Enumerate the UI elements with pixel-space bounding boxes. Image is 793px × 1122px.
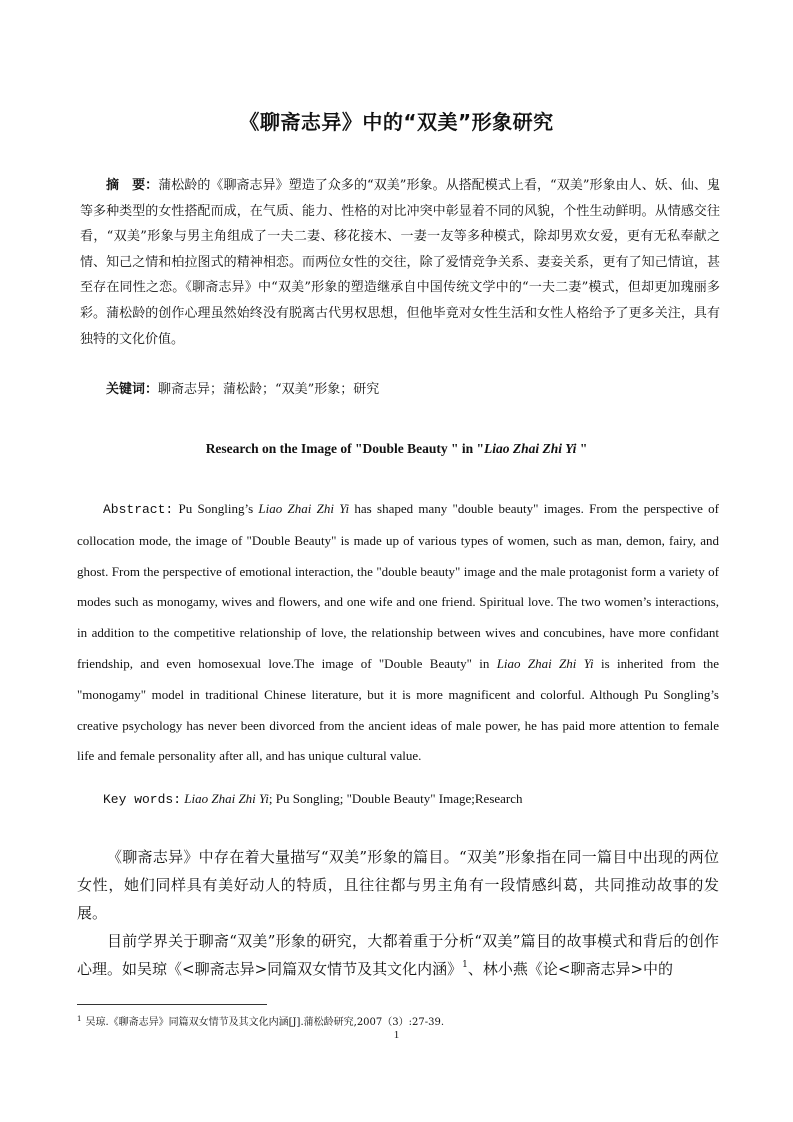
english-keywords-text: ; Pu Songling; "Double Beauty" Image;Research	[268, 791, 523, 806]
english-title	[0, 441, 793, 457]
chinese-abstract-text: 蒲松龄的《聊斋志异》塑造了众多的“双美”形象。从搭配模式上看，“双美”形象由人、妖、仙、鬼等多种类型的女性搭配而成，在气质、能力、性格的对比冲突中彰显着不同的风貌，个性生动鲜明。从情感交往看，“双美”形象与男主角组成了一夫二妻、移花接木、一妻一友等多种模式，除却男欢女爱，更有无私奉献之情、知己之情和柏拉图式的精神相恋。而两位女性的交往，除了爱情竞争关系、妻妾关系，更有了知己情谊，甚至存在同性之恋。《聊斋志异》中“双美”形象的塑造继承自中国传统文学中的“一夫二妻”模式，但却更加瑰丽多彩。蒲松龄的创作心理虽然始终没有脱离古代男权思想，但他毕竟对女性生活和女性人格给予了更多关注，具有独特的文化价值。	[80, 178, 720, 347]
footnote-reference[interactable]: 1	[462, 960, 468, 970]
body-text	[77, 843, 719, 983]
english-abstract-italic-2: Liao Zhai Zhi Yi	[496, 655, 594, 671]
english-abstract	[77, 494, 719, 772]
footnote-mark: 1	[77, 1015, 82, 1023]
footnote	[77, 1013, 717, 1028]
footnote-text: 吴琼.《聊斋志异》同篇双女情节及其文化内涵[J].蒲松龄研究,2007（3）:27-39.	[85, 1017, 445, 1028]
english-title-end: "	[576, 441, 588, 456]
chinese-abstract	[80, 173, 720, 352]
body-paragraph-1: 《聊斋志异》中存在着大量描写“双美”形象的篇目。“双美”形象指在同一篇目中出现的两位女性，她们同样具有美好动人的特质，且往往都与男主角有一段情感纠葛，共同推动故事的发展。	[77, 848, 719, 922]
english-keywords-italic: Liao Zhai Zhi Yi	[184, 791, 269, 806]
body-paragraph-2-text-b: 、林小燕《论<聊斋志异>中的	[467, 960, 674, 978]
english-abstract-text-3: is inherited from the "monogamy" model in traditional Chinese literature, but it is more magnificent and colorful. Although Pu Songling’s creative psychology has never been divorced from the ancient ideas of male power, he has paid more attention to female life and female personality after all, and has unique cultural value.	[77, 655, 719, 764]
english-abstract-italic-1: Liao Zhai Zhi Yi	[258, 501, 350, 516]
body-paragraph-2	[77, 927, 719, 983]
chinese-keywords	[106, 378, 726, 397]
chinese-keywords-label: 关键词：	[106, 382, 159, 397]
paper-title: 《聊斋志异》中的“双美”形象研究	[239, 110, 554, 134]
chinese-keywords-text: 聊斋志异；蒲松龄；“双美”形象；研究	[158, 382, 380, 397]
english-keywords-label: Key words:	[103, 792, 182, 807]
english-abstract-label: Abstract:	[103, 502, 174, 517]
english-title-italic: Liao Zhai Zhi Yi	[484, 441, 577, 456]
page-number: 1	[393, 1029, 400, 1041]
english-abstract-text-2: has shaped many "double beauty" images. From the perspective of collocation mode, the image of "Double Beauty" is made up of various types of women, such as man, demon, fairy, and ghost. From the perspective of emotional interaction, the "double beauty" image and the male protagonist form a variety of modes such as monogamy, wives and flowers, and one wife and one friend. Spiritual love. The two women’s interactions, in addition to the competitive relationship of love, the relationship between wives and concubines, have more confidant friendship, and even homosexual love.The image of "Double Beauty" in	[77, 501, 719, 671]
english-keywords	[103, 791, 723, 807]
chinese-abstract-label: 摘 要：	[106, 178, 159, 193]
english-title-text: Research on the Image of "Double Beauty " in "	[205, 441, 485, 456]
footnote-divider	[77, 1004, 267, 1005]
english-abstract-text-1: Pu Songling’s	[173, 501, 259, 516]
body-paragraph-2-text-a: 目前学界关于聊斋“双美”形象的研究，大都着重于分析“双美”篇目的故事模式和背后的创作心理。如吴琼《<聊斋志异>同篇双女情节及其文化内涵》	[77, 932, 719, 978]
